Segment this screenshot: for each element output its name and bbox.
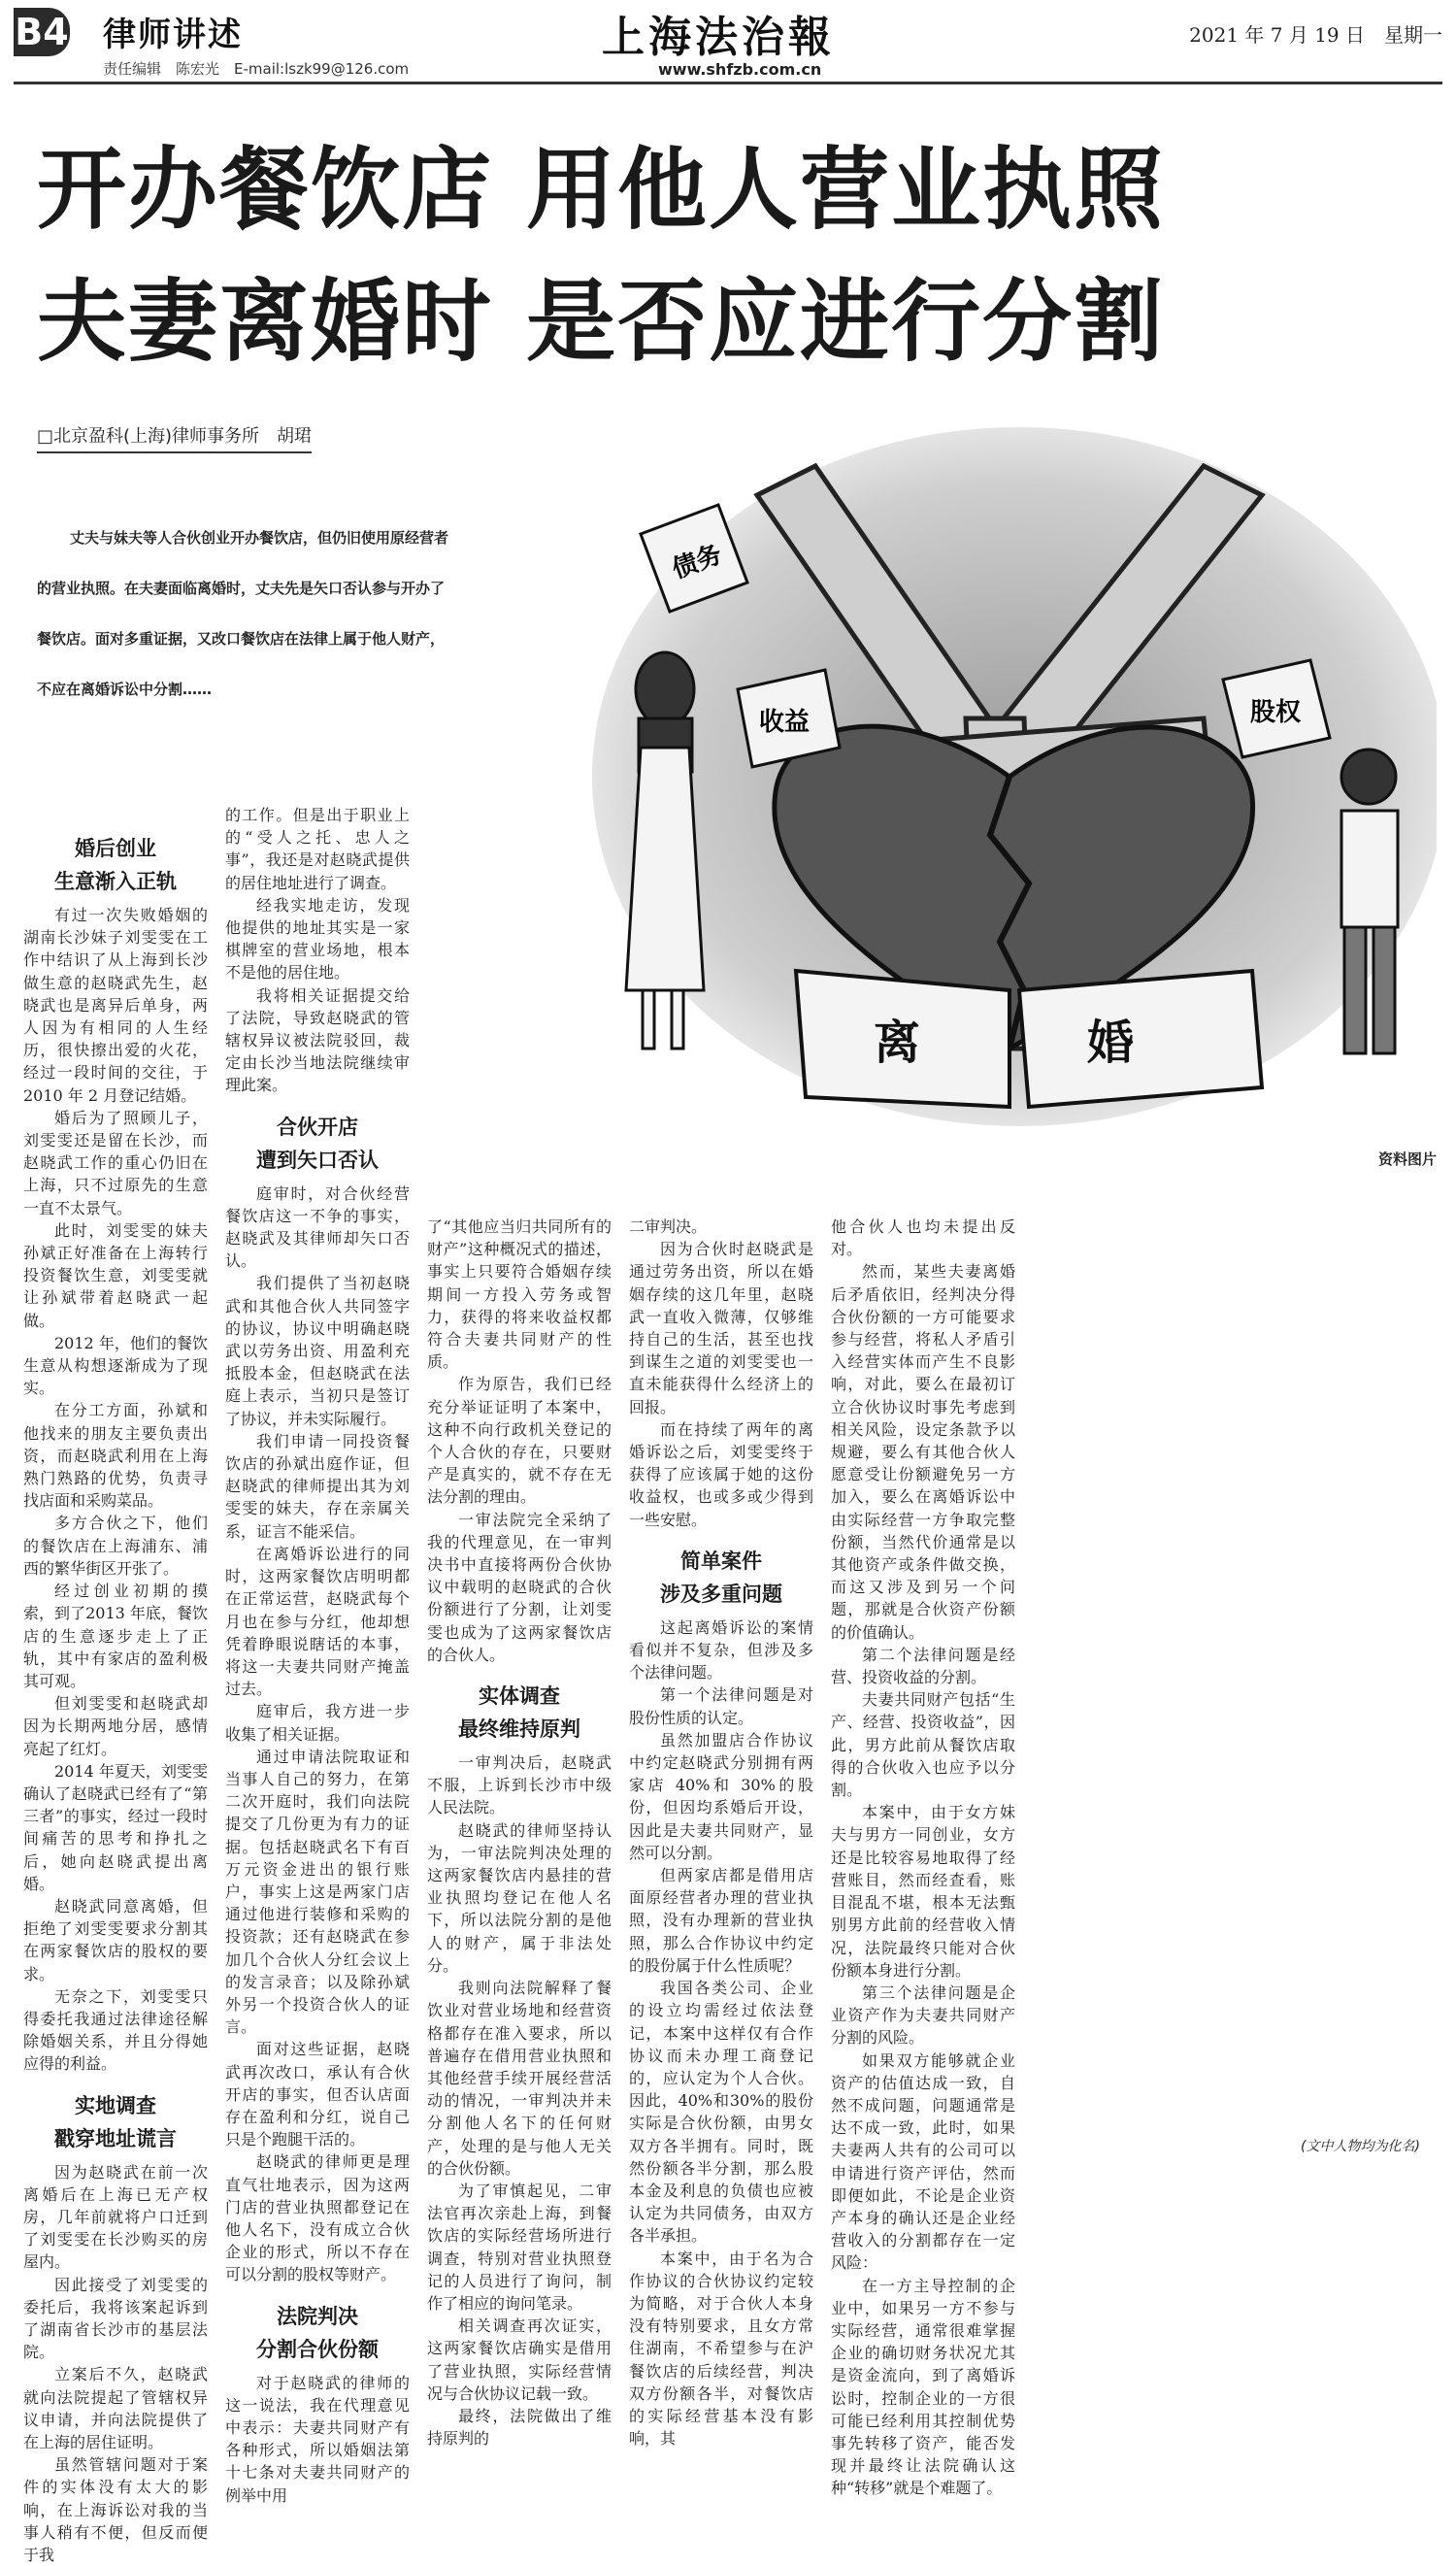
- paragraph: 我将相关证据提交给了法院，导致赵晓武的管辖权异议被法院驳回，裁定由长沙当地法院继续审理此案。: [225, 985, 410, 1095]
- section-title: 律师讲述: [103, 16, 243, 54]
- paragraph: 经过创业初期的摸索，到了2013 年底，餐饮店的生意逐步走上了正轨，其中有家店的盈利极其可观。: [23, 1582, 208, 1690]
- paragraph: 2014 年夏天，刘雯雯确认了赵晓武已经有了“第三者”的事实，经过一段时间痛苦的思考和挣扎之后，她向赵晓武提出离婚。: [23, 1761, 208, 1893]
- editor-info: 责任编辑 陈宏光 E-mail:lszk99@126.com: [103, 60, 410, 78]
- paragraph: 此时，刘雯雯的妹夫孙斌正好准备在上海转行投资餐饮生意，刘雯雯就让孙斌带着赵晓武一起做。: [23, 1220, 208, 1330]
- subheading-line: 遭到矢口否认: [256, 1148, 379, 1172]
- subheading-line: 最终维持原判: [458, 1717, 580, 1742]
- paragraph: 通过申请法院取证和当事人自己的努力，在第二次开庭时，我们向法院提交了几份更为有力的证据。包括赵晓武名下有百万元资金进出的银行账户，事实上这是两家门店通过他进行装修和采购的投资款；还有赵晓武在参加几个合伙人分红会议上的发言录音；以及除孙斌外另一个投资合伙人的证言。: [225, 1747, 410, 2037]
- paragraph: 这起离婚诉讼的案情看似并不复杂，但涉及多个法律问题。: [629, 1617, 813, 1683]
- paragraph: 因为合伙时赵晓武是通过劳务出资，所以在婚姻存续的这几年里，赵晓武一直收入微薄，仅够维持自己的生活，甚至也找到谋生之道的刘雯雯也一直未能获得什么经济上的回报。: [629, 1240, 813, 1416]
- paragraph: 在离婚诉讼进行的同时，这两家餐饮店明明都在正常运营，赵晓武每个月也在参与分红，他却想凭着睁眼说瞎话的本事，将这一夫妻共同财产掩盖过去。: [225, 1544, 410, 1699]
- paragraph: 在一方主导控制的企业中，如果另一方不参与实际经营，通常很难掌握企业的确切财务状况尤其是资金流向，到了离婚诉讼时，控制企业的一方很可能已经利用其控制优势事先转移了资产，能否发现并最终让法院确认这种“转移”就是个难题了。: [831, 2276, 1015, 2498]
- page-number-badge: B4: [14, 8, 70, 56]
- paragraph: 经我实地走访，发现他提供的地址其实是一家棋牌室的营业场地，根本不是他的居住地。: [225, 895, 410, 983]
- subheading-line: 婚后创业: [75, 837, 156, 860]
- paragraph: 但刘雯雯和赵晓武却因为长期两地分居，感情亮起了红灯。: [23, 1694, 208, 1758]
- issue-date: 2021 年 7 月 19 日 星期一: [1189, 23, 1442, 47]
- subheading: [23, 2089, 208, 2155]
- paragraph: 他合伙人也均未提出反对。: [831, 1217, 1015, 1259]
- paragraph: 婚后为了照顾儿子，刘雯雯还是留在长沙，而赵晓武工作的重心仍旧在上海，只不过原先的生意一直不太景气。: [23, 1108, 208, 1217]
- paragraph: 赵晓武的律师更是理直气壮地表示，因为这两门店的营业执照都登记在他人名下，没有成立合伙企业的形式，所以不存在可以分割的股权等财产。: [225, 2152, 410, 2284]
- subheading-line: 法院判决: [277, 2304, 358, 2328]
- paragraph: 本案中，由于名为合作协议的合伙协议约定较为简略，对于合伙人本身没有特别要求，且女方常住湖南，不希望参与在沪餐饮店的后续经营，判决双方份额各半，对餐饮店的实际经营基本没有影响，其: [629, 2249, 813, 2449]
- article-column-4: [629, 1216, 813, 2449]
- divorce-label-1: 离: [874, 1016, 921, 1070]
- article-column-5: [831, 1216, 1015, 2500]
- paragraph: 庭审时，对合伙经营餐饮店这一不争的事实，赵晓武及其律师却矢口否认。: [225, 1183, 410, 1271]
- paragraph: 作为原告，我们已经充分举证证明了本案中，这种不向行政机关登记的个人合伙的存在，只要财产是真实的，就不存在无法分割的理由。: [427, 1375, 612, 1507]
- paragraph: 一审法院完全采纳了我的代理意见，在一审判决书中直接将两份合伙协议中载明的赵晓武的合伙份额进行了分割，让刘雯雯也成为了这两家餐饮店的合伙人。: [427, 1510, 612, 1664]
- paragraph: 面对这些证据，赵晓武再次改口，承认有合伙开店的事实，但否认店面存在盈利和分红，说自己只是个跑腿干活的。: [225, 2040, 410, 2149]
- paragraph: 一审判决后，赵晓武不服，上诉到长沙市中级人民法院。: [427, 1753, 612, 1817]
- lead-line: 不应在离婚诉讼中分割……: [37, 681, 213, 698]
- man-figure: [1341, 750, 1398, 1053]
- paragraph: 最终，法院做出了维持原判的: [427, 2406, 612, 2449]
- paragraph: 有过一次失败婚姻的湖南长沙妹子刘雯雯在工作中结识了从上海到长沙做生意的赵晓武先生，赵晓武也是离异后单身，两人因为有相同的人生经历，很快擦出爱的火花，经过一段时间的交往，于2010 年 2 月登记结婚。: [23, 906, 208, 1105]
- paragraph: 虽然管辖问题对于案件的实体没有太大的影响，在上海诉讼对我的当事人稍有不便，但反而便于我: [23, 2455, 208, 2565]
- subheading-line: 简单案件: [680, 1549, 762, 1573]
- paragraph: 我们提供了当初赵晓武和其他合伙人共同签字的协议，协议中明确赵晓武以劳务出资、用盈利充抵股本金，但赵晓武在法庭上表示，当初只是签订了协议，并未实际履行。: [225, 1274, 410, 1428]
- article-column-2: [225, 804, 410, 2507]
- headline-line-1: 开办餐饮店 用他人营业执照: [37, 138, 1166, 242]
- newspaper-name: 上海法治報: [602, 13, 835, 62]
- paragraph: 2012 年，他们的餐饮生意从构想逐渐成为了现实。: [23, 1333, 208, 1398]
- subheading: [629, 1545, 813, 1611]
- paragraph: 本案中，由于女方妹夫与男方一同创业，女方还是比较容易地取得了经营账目，然而经查看，账目混乱不堪，根本无法甄别男方此前的经营收入情况，法院最终只能对合伙份额本身进行分割。: [831, 1803, 1015, 1980]
- lead-line: 的营业执照。在夫妻面临离婚时，丈夫先是矢口否认参与开办了: [37, 580, 446, 597]
- headline-line-2: 夫妻离婚时 是否应进行分割: [37, 270, 1166, 374]
- lead-line: 餐饮店。面对多重证据，又改口餐饮店在法律上属于他人财产，: [37, 630, 446, 648]
- header-rule: [14, 82, 1442, 84]
- article-column-3: [427, 1216, 612, 2449]
- paragraph: 第二个法律问题是经营、投资收益的分割。: [831, 1645, 1015, 1687]
- illustration: [582, 427, 1437, 1146]
- paragraph: 而在持续了两年的离婚诉讼之后，刘雯雯终于获得了应该属于她的这份收益权，也或多或少得到一些安慰。: [629, 1419, 813, 1529]
- subheading-line: 实体调查: [479, 1684, 560, 1709]
- article-column-1: [23, 818, 208, 2566]
- paragraph: 二审判决。: [629, 1217, 708, 1236]
- paragraph: 在分工方面，孙斌和他找来的朋友主要负责出资，而赵晓武利用在上海熟门熟路的优势，负责寻找店面和采购菜品。: [23, 1401, 208, 1511]
- footnote: (文中人物均为化名): [1301, 2139, 1420, 2154]
- paragraph: 虽然加盟店合作协议中约定赵晓武分别拥有两家店 40%和 30%的股份，但因均系婚后开设，因此是夫妻共同财产，显然可以分割。: [629, 1730, 813, 1862]
- subheading-line: 分割合伙份额: [256, 2337, 379, 2361]
- tag-income-label: 收益: [759, 708, 811, 737]
- tag-income: [738, 670, 840, 767]
- subheading-line: 戳穿地址谎言: [54, 2126, 177, 2150]
- paragraph: 多方合伙之下，他们的餐饮店在上海浦东、浦西的繁华街区开张了。: [23, 1514, 208, 1578]
- subheading-line: 生意渐入正轨: [54, 870, 177, 893]
- paragraph: 第一个法律问题是对股份性质的认定。: [629, 1685, 813, 1727]
- subheading-line: 涉及多重问题: [660, 1582, 782, 1606]
- subheading: [225, 2300, 410, 2366]
- paragraph: 对于赵晓武的律师的这一说法，我在代理意见中表示：夫妻共同财产有各种形式，所以婚姻法第十七条对夫妻共同财产的例举中用: [225, 2373, 410, 2505]
- subheading: [23, 832, 208, 898]
- paragraph: 我国各类公司、企业的设立均需经过依法登记，本案中这样仅有合作协议而未办理工商登记的，应认定为个人合伙。因此，40%和30%的股份实际是合伙份额，由男女双方各半拥有。同时，既然份额各半分割，那么股本金及利息的负债也应被认定为共同债务，由双方各半承担。: [629, 1979, 813, 2246]
- subheading: [427, 1680, 612, 1746]
- paragraph: 但两家店都是借用店面原经营者办理的营业执照，没有办理新的营业执照，那么合作协议中约定的股份属于什么性质呢？: [629, 1866, 813, 1975]
- paragraph: 为了审慎起见，二审法官再次亲赴上海，到餐饮店的实际经营场所进行调查，特别对营业执照登记的人员进行了询问，制作了相应的询问笔录。: [427, 2181, 612, 2313]
- subheading-line: 实地调查: [75, 2093, 156, 2117]
- paragraph: 夫妻共同财产包括“生产、经营、投资收益”，因此，男方此前从餐饮店取得的合伙收入也应予以分割。: [831, 1690, 1015, 1800]
- subheading-line: 合伙开店: [277, 1115, 358, 1139]
- tag-equity: [1223, 660, 1330, 757]
- divorce-label-2: 婚: [1087, 1016, 1135, 1070]
- paragraph: 相关调查再次证实，这两家餐饮店确实是借用了营业执照，实际经营情况与合伙协议记载一致。: [427, 2316, 612, 2403]
- paragraph: 庭审后，我方进一步收集了相关证据。: [225, 1702, 410, 1744]
- paragraph: 无奈之下，刘雯雯只得委托我通过法律途径解除婚姻关系，并且分得她应得的利益。: [23, 1986, 208, 2074]
- byline: □北京盈科(上海)律师事务所 胡珺: [37, 422, 312, 453]
- lead-paragraph: [37, 513, 561, 715]
- paragraph: 赵晓武的律师坚持认为，一审法院判决处理的这两家餐饮店内悬挂的营业执照均登记在他人名下，所以法院分割的是他人的财产，属于非法处分。: [427, 1820, 612, 1975]
- paragraph: 赵晓武同意离婚，但拒绝了刘雯雯要求分割其在两家餐饮店的股权的要求。: [23, 1896, 208, 1983]
- paragraph: 然而，某些夫妻离婚后矛盾依旧，经判决分得合伙份额的一方可能要求参与经营，将私人矛盾引入经营实体而产生不良影响，对此，要么在最初订立合伙协议时事先考虑到相关风险，设定条款予以规避，要么有其他合伙人愿意受让份额避免另一方加入，要么在离婚诉讼中由实际经营一方争取完整份额，当然代价通常是以其他资产或条件做交换，而这又涉及到另一个问题，那就是合伙资产份额的价值确认。: [831, 1262, 1015, 1642]
- paragraph: 我们申请一同投资餐饮店的孙斌出庭作证，但赵晓武的律师提出其为刘雯雯的妹夫，存在亲属关系，证言不能采信。: [225, 1431, 410, 1541]
- paragraph: 第三个法律问题是企业资产作为夫妻共同财产分割的风险。: [831, 1983, 1015, 2048]
- paragraph: 立案后不久，赵晓武就向法院提起了管辖权异议申请，并向法院提供了在上海的居住证明。: [23, 2365, 208, 2451]
- lead-line: 丈夫与妹夫等人合伙创业开办餐饮店，但仍旧使用原经营者: [70, 529, 449, 547]
- divorce-paper-right: [1019, 971, 1262, 1107]
- tag-debt-label: 债务: [668, 540, 726, 585]
- tag-equity-label: 股权: [1250, 698, 1302, 727]
- paragraph: 如果双方能够就企业资产的估值达成一致，自然不成问题，问题通常是达不成一致，此时，如果夫妻两人共有的公司可以申请进行资产评估，然而即便如此，不论是企业资产本身的确认还是企业经营收入的分割都存在一定风险：: [831, 2050, 1015, 2273]
- paragraph: 我则向法院解释了餐饮业对营业场地和经营资格都存在准入要求，所以普遍存在借用营业执照和其他经营手续开展经营活动的情况，一审判决并未分割他人名下的任何财产，处理的是与他人无关的合伙份额。: [427, 1979, 612, 2178]
- image-caption: 资料图片: [1377, 1150, 1437, 1168]
- website-url: www.shfzb.com.cn: [658, 60, 822, 79]
- subheading: [225, 1111, 410, 1177]
- paragraph: 的工作。但是出于职业上的“受人之托、忠人之事”，我还是对赵晓武提供的居住地址进行了调查。: [225, 806, 410, 892]
- paragraph: 因此接受了刘雯雯的委托后，我将该案起诉到了湖南省长沙市的基层法院。: [23, 2275, 208, 2362]
- paragraph: 因为赵晓武在前一次离婚后在上海已无产权房，几年前就将户口迁到了刘雯雯在长沙购买的房屋内。: [23, 2162, 208, 2272]
- paragraph: 了“其他应当归共同所有的财产”这种概况式的描述，事实上只要符合婚姻存续期间一方投入劳务或智力，获得的将来收益权都符合夫妻共同财产的性质。: [427, 1217, 612, 1372]
